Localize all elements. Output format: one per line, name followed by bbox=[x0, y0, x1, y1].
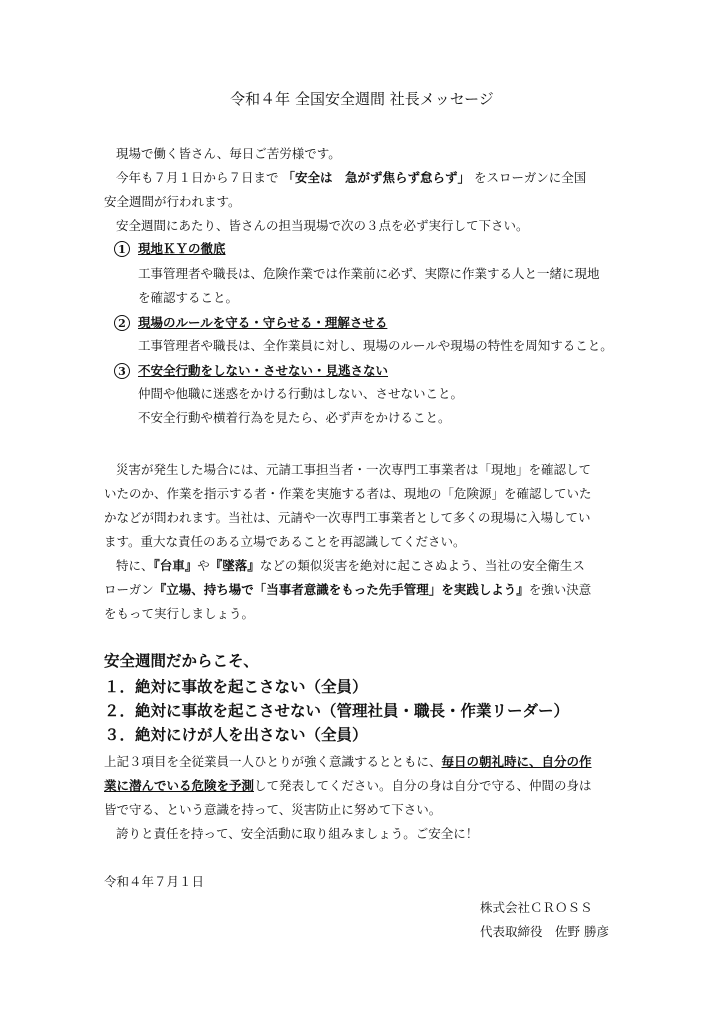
point-1-heading bbox=[114, 240, 226, 257]
para3-morning-meeting: 毎日の朝礼時に、自分の作 bbox=[441, 754, 592, 769]
intro-slogan-suffix: をスローガンに全国 bbox=[474, 170, 587, 185]
term-tsuiraku: 『墜落』 bbox=[209, 558, 260, 573]
point-2-heading bbox=[114, 314, 387, 331]
para2-line-6-rest: を強い決意 bbox=[528, 582, 592, 597]
para2-line-4: ます。重大な責任のある立場であることを再認識してください。 bbox=[104, 534, 466, 549]
safety-item-3: ３．絶対にけが人を出さない（全員） bbox=[104, 725, 368, 744]
intro-period-text: 今年も７月１日から７日まで bbox=[116, 170, 279, 185]
point-2-number: 2 bbox=[114, 315, 130, 331]
para2-line-7: をもって実行しましょう。 bbox=[104, 606, 255, 621]
company-name: 株式会社ＣＲＯＳＳ bbox=[480, 900, 593, 915]
para2-especially: 特に、 bbox=[116, 558, 154, 573]
safety-item-2: ２．絶対に事故を起こさせない（管理社員・職長・作業リーダー） bbox=[104, 701, 570, 720]
company-slogan: 『立場、持ち場で「当事者意識をもった先手管理」を実践しよう』 bbox=[153, 582, 529, 597]
slogan-text: 「安全は 急がず焦らず怠らず」 bbox=[282, 170, 471, 185]
para2-line-3: かなどが問われます。当社は、元請や一次専門工事業者として多くの現場に入場してい bbox=[104, 510, 591, 525]
safety-item-1: １．絶対に事故を起こさない（全員） bbox=[104, 677, 368, 696]
point-3-text-2: 不安全行動や横着行為を見たら、必ず声をかけること。 bbox=[138, 410, 451, 425]
para3-line-3: 皆で守る、という意識を持って、災害防止に努めて下さい。 bbox=[104, 802, 442, 817]
document-title: 令和４年 全国安全週間 社長メッセージ bbox=[230, 90, 494, 108]
point-3-text-1: 仲間や他職に迷惑をかける行動はしない、させないこと。 bbox=[138, 386, 464, 401]
document-date: 令和４年７月１日 bbox=[104, 874, 205, 889]
point-3-title: 不安全行動をしない・させない・見逃さない bbox=[138, 363, 389, 378]
intro-slogan-line bbox=[116, 170, 586, 185]
point-1-number: 1 bbox=[114, 241, 130, 257]
para3-hazard-predict: 業に潜んでいる危険を予測 bbox=[104, 778, 255, 793]
intro-week-text: 安全週間が行われます。 bbox=[104, 194, 241, 209]
para2-line-6 bbox=[104, 582, 591, 597]
para3-line-2-text: して発表してください。自分の身は自分で守る、仲間の身は bbox=[254, 778, 592, 793]
point-2-text-1: 工事管理者や職長は、全作業員に対し、現場のルールや現場の特性を周知すること。 bbox=[138, 338, 613, 353]
point-1-title: 現地ＫＹの徹底 bbox=[138, 241, 226, 256]
para3-line-1-text: 上記３項目を全従業員一人ひとりが強く意識するとともに、 bbox=[104, 754, 442, 769]
point-3-heading bbox=[114, 362, 388, 379]
para3-line-2 bbox=[104, 778, 592, 793]
para2-slogan-intro: ローガン bbox=[104, 582, 154, 597]
para3-line-1 bbox=[104, 754, 592, 769]
para2-line-1: 災害が発生した場合には、元請工事担当者・一次専門工事業者は「現地」を確認して bbox=[116, 462, 592, 477]
intro-greeting: 現場で働く皆さん、毎日ご苦労様です。 bbox=[116, 146, 341, 161]
intro-instruction: 安全週間にあたり、皆さんの担当現場で次の３点を必ず実行して下さい。 bbox=[116, 218, 529, 233]
para2-line-5-rest: などの類似災害を絶対に起こさぬよう、当社の安全衛生ス bbox=[259, 558, 585, 573]
para2-and: や bbox=[197, 558, 210, 573]
signer-name: 代表取締役 佐野 勝彦 bbox=[480, 924, 609, 939]
point-2-title: 現場のルールを守る・守らせる・理解させる bbox=[138, 315, 388, 330]
point-3-number: 3 bbox=[114, 363, 130, 379]
point-1-text-2: を確認すること。 bbox=[138, 290, 239, 305]
para3-line-4: 誇りと責任を持って、安全活動に取り組みましょう。ご安全に！ bbox=[116, 826, 479, 841]
safety-heading: 安全週間だからこそ、 bbox=[104, 651, 259, 670]
term-daisha: 『台車』 bbox=[153, 558, 198, 573]
point-1-text-1: 工事管理者や職長は、危険作業では作業前に必ず、実際に作業する人と一緒に現地 bbox=[138, 266, 600, 281]
para2-line-5 bbox=[116, 558, 585, 573]
para2-line-2: いたのか、作業を指示する者・作業を実施する者は、現地の「危険源」を確認していた bbox=[104, 486, 592, 501]
